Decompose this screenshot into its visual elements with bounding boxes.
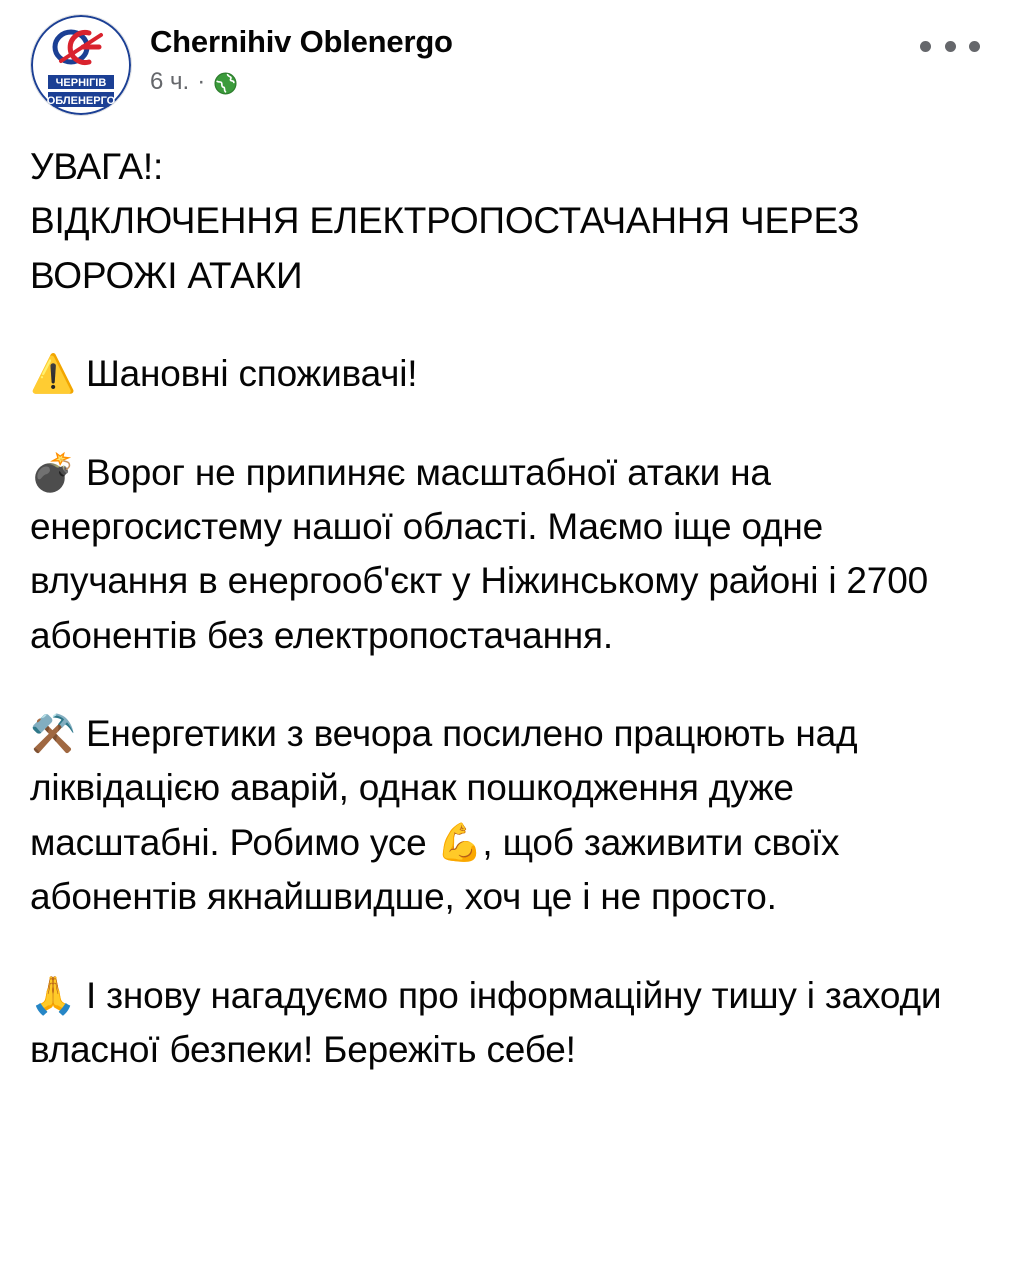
globe-icon[interactable] bbox=[213, 71, 238, 96]
ellipsis-dot bbox=[920, 41, 931, 52]
paragraph-spacer bbox=[30, 303, 984, 347]
post-body bbox=[0, 116, 1014, 1077]
post-paragraph-2: 💣 Ворог не припиняє масштабної атаки на енергосистему нашої області. Маємо іще одне влучання в енергооб'єкт у Ніжинському районі і 2700 абонентів без електропостачання. bbox=[30, 451, 939, 656]
chernihiv-oblenergo-logo-icon bbox=[31, 15, 131, 115]
post-title-line-1: УВАГА!: bbox=[30, 146, 164, 187]
svg-text:ЧЕРНІГІВ: ЧЕРНІГІВ bbox=[55, 77, 107, 89]
svg-text:ОБЛЕНЕРГО: ОБЛЕНЕРГО bbox=[46, 95, 116, 107]
page-name[interactable]: Chernihiv Oblenergo bbox=[150, 24, 453, 59]
ellipsis-dot bbox=[945, 41, 956, 52]
paragraph-spacer bbox=[30, 925, 984, 969]
paragraph-spacer bbox=[30, 402, 984, 446]
ellipsis-dot bbox=[969, 41, 980, 52]
post-title-line-2: ВІДКЛЮЧЕННЯ ЕЛЕКТРОПОСТАЧАННЯ ЧЕРЕЗ ВОРОЖІ АТАКИ bbox=[30, 200, 870, 296]
avatar[interactable] bbox=[30, 14, 132, 116]
post-header-text bbox=[150, 14, 453, 95]
post-paragraph-4: 🙏 І знову нагадуємо про інформаційну тишу і заходи власної безпеки! Бережіть себе! bbox=[30, 974, 952, 1070]
post-paragraph-1: ⚠️ Шановні споживачі! bbox=[30, 353, 418, 395]
post-header bbox=[0, 0, 1014, 116]
post-paragraph-3: ⚒️ Енергетики з вечора посилено працюють над ліквідацією аварій, однак пошкодження дуже масштабні. Робимо усе 💪, щоб заживити своїх абонентів якнайшвидше, хоч це і не просто. bbox=[30, 713, 868, 918]
meta-separator: · bbox=[197, 68, 206, 96]
post-meta bbox=[150, 70, 453, 95]
post-options-button[interactable] bbox=[920, 26, 980, 66]
post-timestamp[interactable]: 6 ч. bbox=[150, 68, 190, 96]
paragraph-spacer bbox=[30, 663, 984, 707]
